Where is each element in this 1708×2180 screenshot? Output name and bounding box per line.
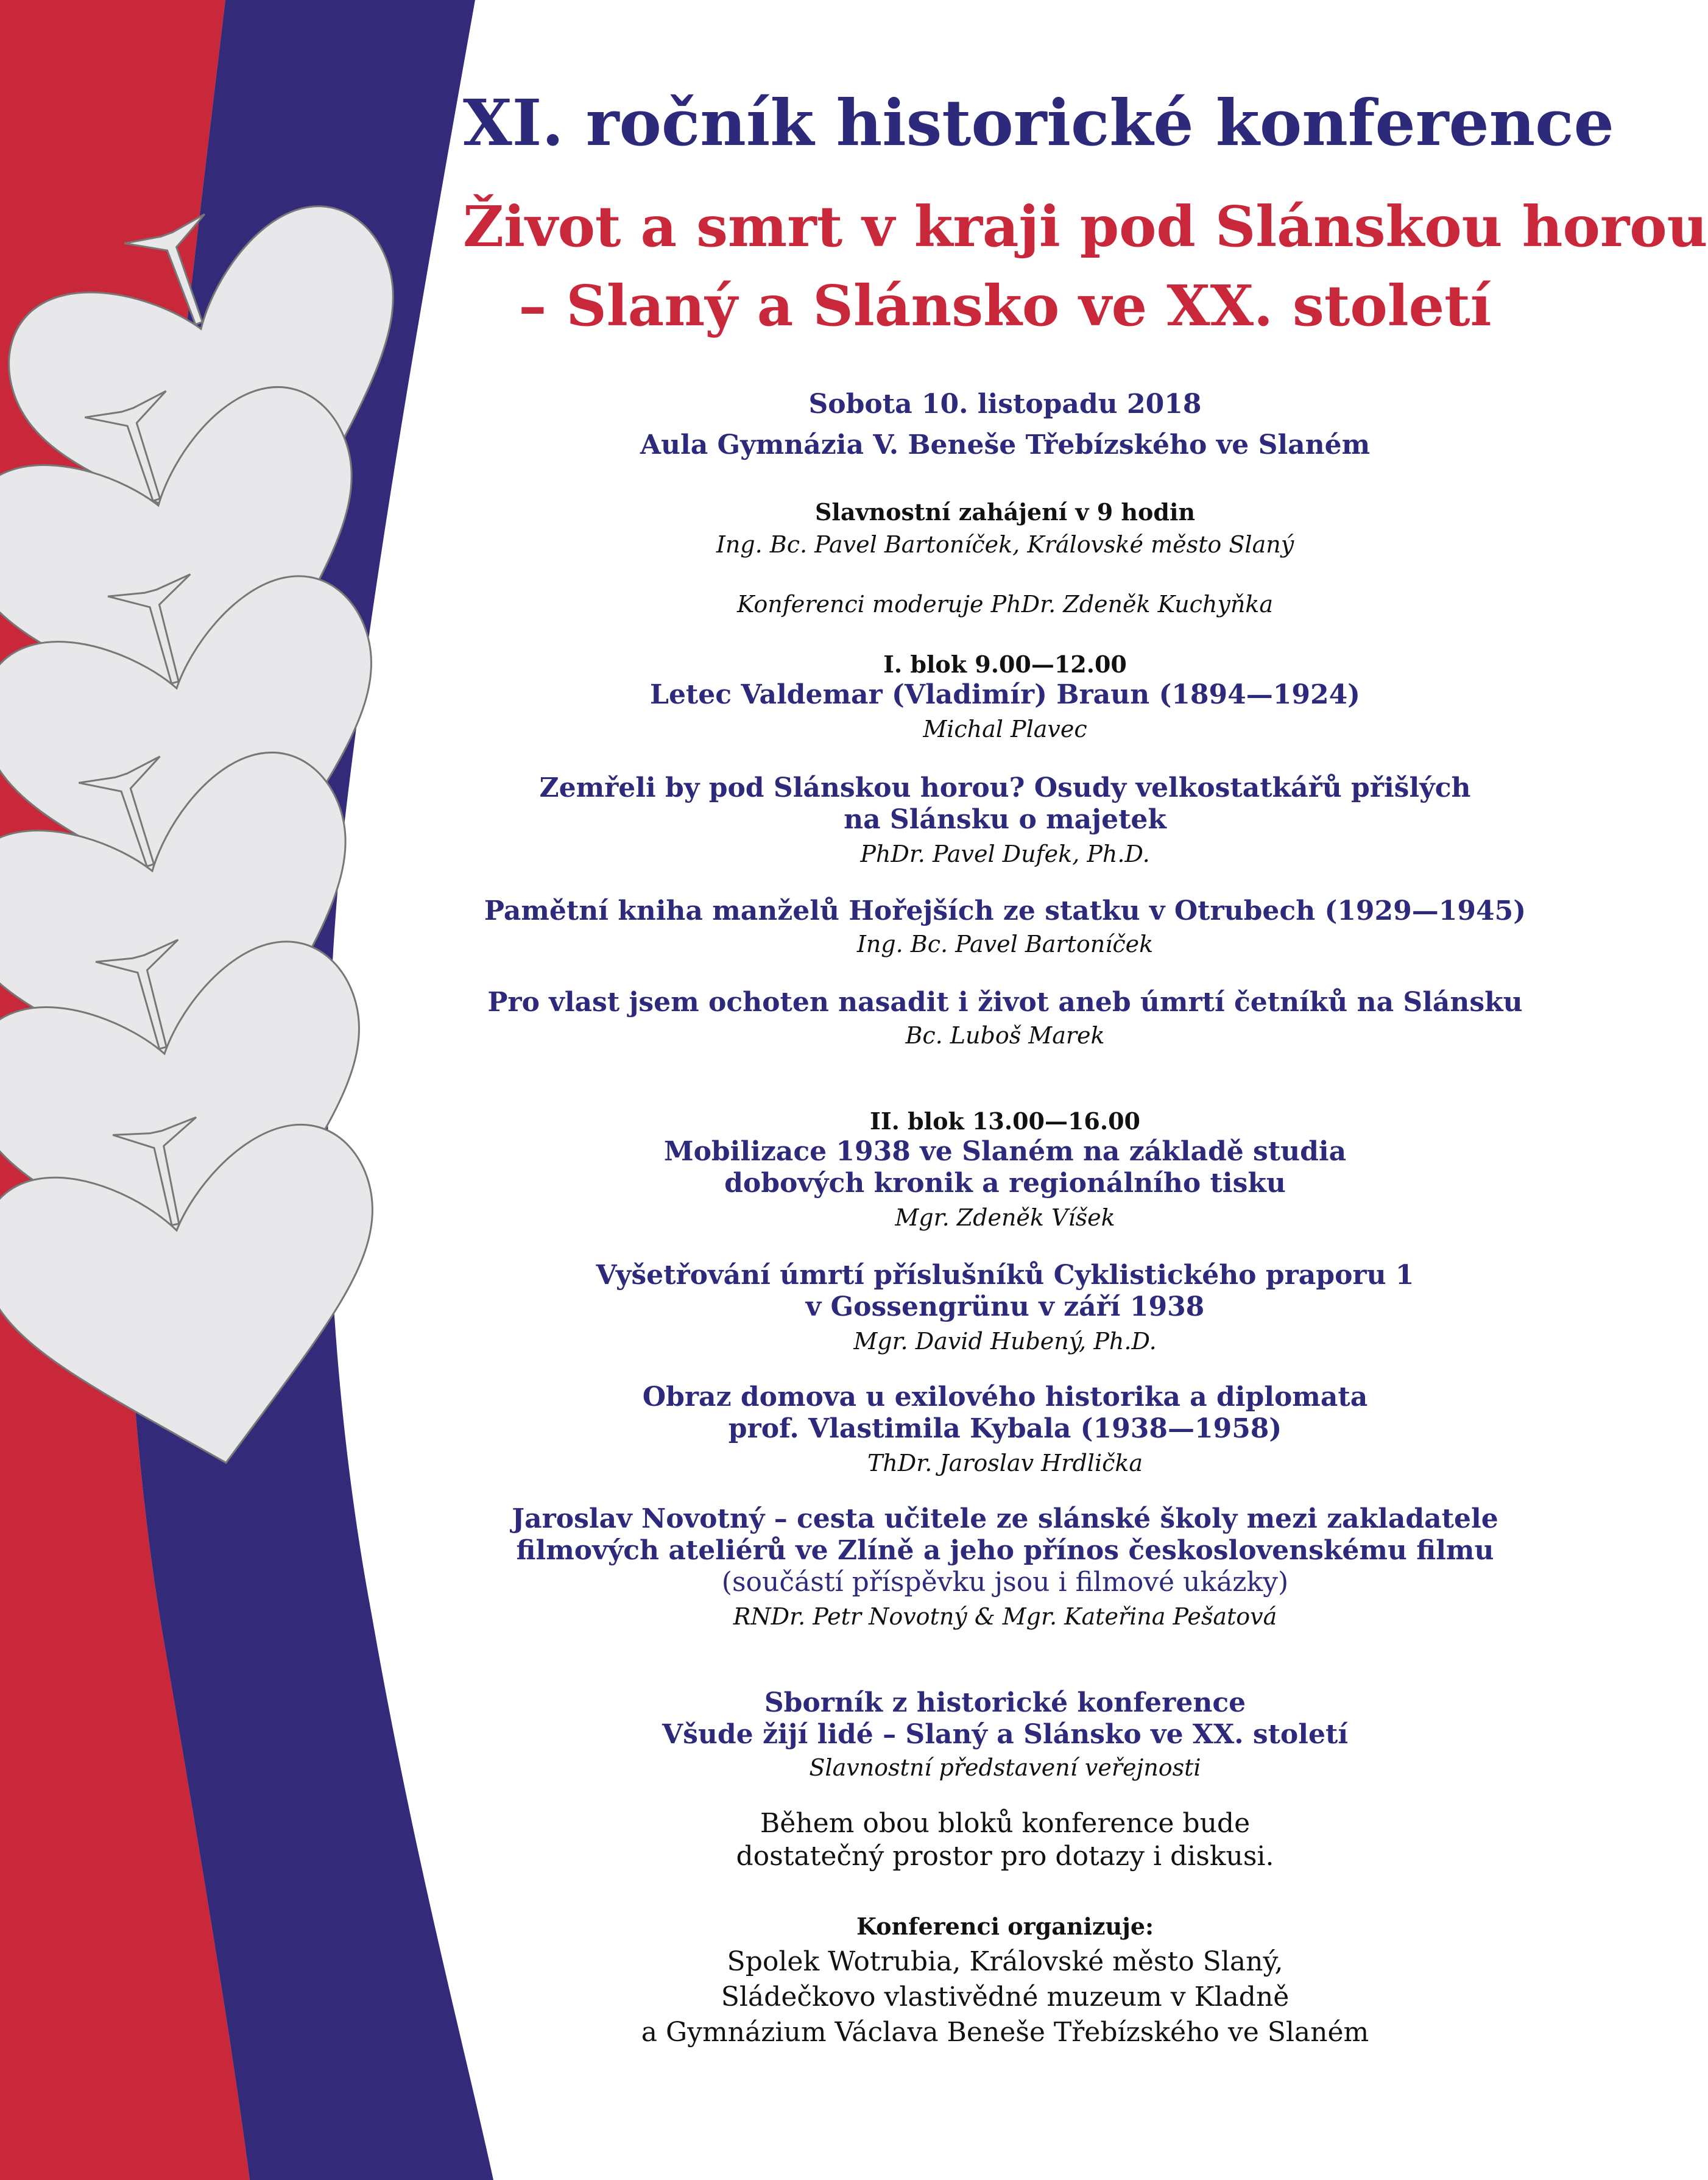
talk-title: v Gossengrünu v září 1938: [805, 1291, 1205, 1322]
block2-heading: II. blok 13.00—16.00: [870, 1107, 1140, 1135]
talk-speaker: PhDr. Pavel Dufek, Ph.D.: [860, 841, 1150, 867]
talk-title: Pamětní kniha manželů Hořejších ze statku v Otrubech (1929—1945): [484, 895, 1526, 926]
conference-title: XI. ročník historické konference: [463, 85, 1614, 160]
talk-speaker: Bc. Luboš Marek: [905, 1022, 1105, 1049]
talk-title: prof. Vlastimila Kybala (1938—1958): [728, 1413, 1282, 1444]
opening-heading: Slavnostní zahájení v 9 hodin: [814, 498, 1196, 526]
organizers-line1: Spolek Wotrubia, Královské město Slaný,: [727, 1946, 1283, 1977]
opening-speaker: Ing. Bc. Pavel Bartoníček, Královské město Slaný: [716, 531, 1294, 558]
talk-title: Mobilizace 1938 ve Slaném na základě studia: [663, 1136, 1347, 1167]
event-date: Sobota 10. listopadu 2018: [808, 389, 1202, 420]
proceedings-title: Sborník z historické konference: [764, 1687, 1246, 1718]
talk-speaker: Mgr. Zdeněk Víšek: [895, 1204, 1115, 1231]
talk-note: (součástí příspěvku jsou i filmové ukázky): [721, 1567, 1289, 1598]
poster-content: [463, 0, 1708, 2180]
talk-title: Zemřeli by pod Slánskou horou? Osudy velkostatkářů přišlých: [539, 772, 1471, 803]
proceedings-note: Slavnostní představení veřejnosti: [809, 1754, 1201, 1781]
talk-speaker: ThDr. Jaroslav Hrdlička: [867, 1450, 1143, 1476]
organizers-heading: Konferenci organizuje:: [856, 1913, 1154, 1940]
moderator: Konferenci moderuje PhDr. Zdeněk Kuchyňka: [737, 591, 1273, 618]
talk-title: Vyšetřování úmrtí příslušníků Cyklistického praporu 1: [596, 1260, 1414, 1291]
talk-title: Obraz domova u exilového historika a diplomata: [642, 1381, 1368, 1413]
talk-title: Letec Valdemar (Vladimír) Braun (1894—1924): [650, 679, 1360, 710]
organizers-line2: Sládečkovo vlastivědné muzeum v Kladně: [721, 1981, 1290, 2012]
organizers-line3: a Gymnázium Václava Beneše Třebízského ve Slaném: [641, 2017, 1369, 2048]
talk-title: na Slánsku o majetek: [844, 804, 1166, 835]
talk-speaker: RNDr. Petr Novotný & Mgr. Kateřina Pešatová: [733, 1603, 1277, 1630]
conference-subtitle-line1: Život a smrt v kraji pod Slánskou horou: [463, 194, 1708, 259]
talk-title: Jaroslav Novotný – cesta učitele ze slánské školy mezi zakladatele: [512, 1503, 1498, 1534]
block1-heading: I. blok 9.00—12.00: [883, 651, 1127, 678]
conference-subtitle-line2: – Slaný a Slánsko ve XX. století: [518, 273, 1492, 339]
discussion-line2: dostatečný prostor pro dotazy i diskusi.: [736, 1841, 1274, 1872]
talk-speaker: Ing. Bc. Pavel Bartoníček: [856, 931, 1154, 958]
talk-speaker: Michal Plavec: [923, 716, 1087, 743]
talk-speaker: Mgr. David Hubený, Ph.D.: [853, 1328, 1157, 1355]
talk-title: filmových ateliérů ve Zlíně a jeho přínos československému filmu: [516, 1535, 1494, 1566]
proceedings-subtitle: Všude žijí lidé – Slaný a Slánsko ve XX. století: [662, 1719, 1349, 1750]
event-venue: Aula Gymnázia V. Beneše Třebízského ve Slaném: [640, 429, 1371, 460]
discussion-line1: Během obou bloků konference bude: [760, 1808, 1251, 1839]
talk-title: Pro vlast jsem ochoten nasadit i život aneb úmrtí četníků na Slánsku: [487, 987, 1523, 1018]
talk-title: dobových kronik a regionálního tisku: [724, 1168, 1286, 1199]
